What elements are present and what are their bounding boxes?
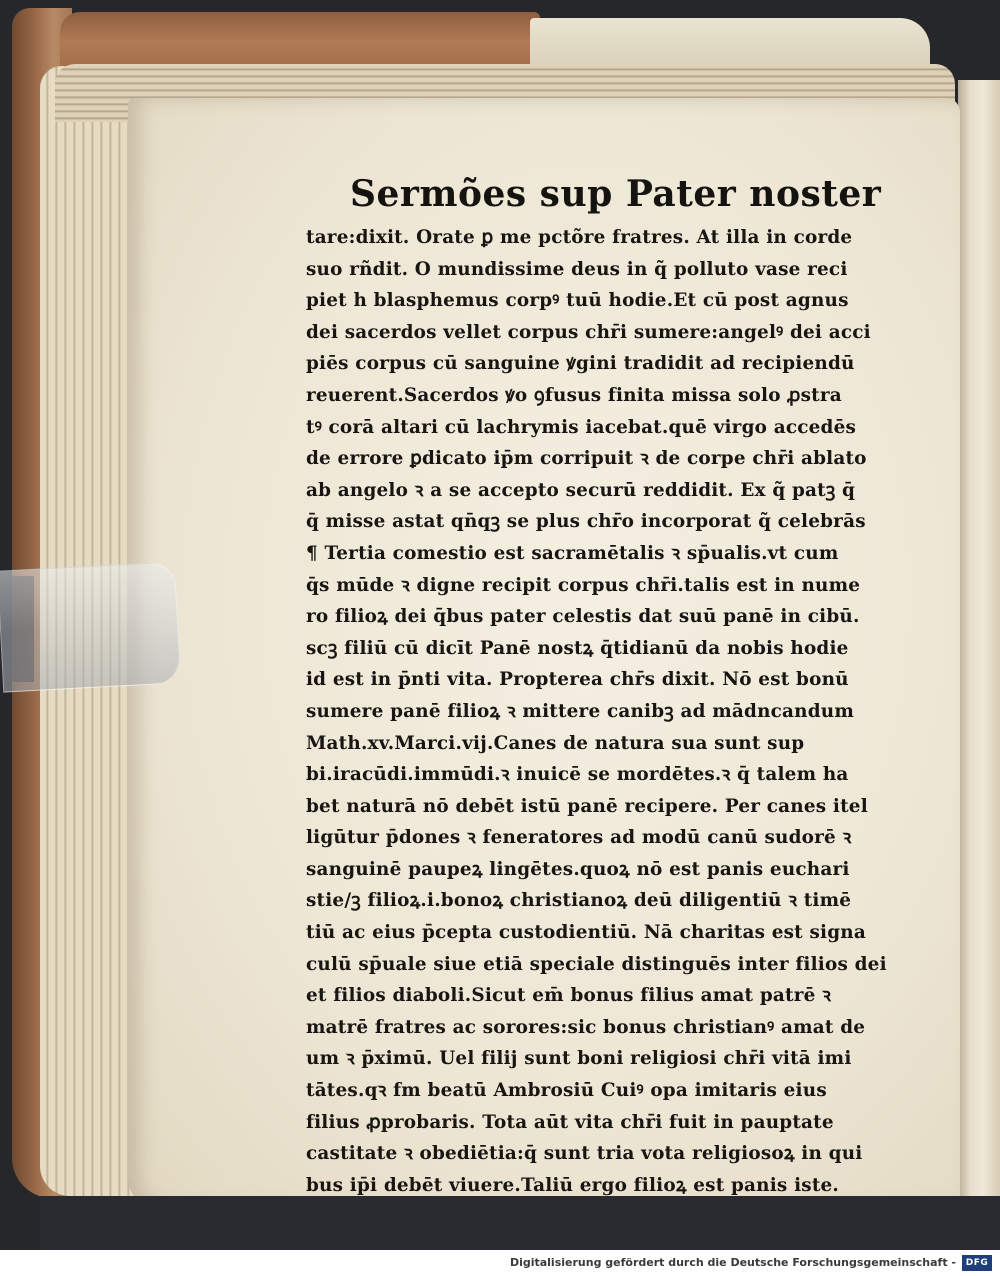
text-line: piēs corpus cū sanguine ꝟgini tradidit ad recipiendū [306, 353, 855, 375]
text-line: scꝫ filiū cū dicīt Panē nostꝝ q̄tidianū da nobis hodie [306, 637, 849, 659]
text-line: ab angelo ꝛ a se accepto securū reddidit. Ex q̃ patꝫ q̄ [306, 479, 856, 501]
text-line: q̄s mūde ꝛ digne recipit corpus chr̄i.talis est in nume [306, 574, 861, 596]
text-line: ro filioꝝ dei q̄bus pater celestis dat suū panē in cibū. [306, 606, 860, 628]
text-line: suo rñdit. O mundissime deus in q̃ polluto vase reci [306, 258, 848, 280]
text-line: matrē fratres ac sorores:sic bonus christianꝰ amat de [306, 1016, 866, 1038]
text-line: sumere panē filioꝝ ꝛ mittere canibꝫ ad mādncandum [306, 700, 855, 722]
text-line: filius ꝓprobaris. Tota aūt vita chr̄i fuit in pauptate [306, 1111, 834, 1133]
text-line: um ꝛ p̄ximū. Uel filij sunt boni religiosi chr̄i vitā imi [306, 1048, 852, 1070]
text-line: ¶ Tertia comestio est sacramētalis ꝛ sp̄ualis.vt cum [306, 542, 839, 564]
text-line: de errore ꝑdicato ip̄m corripuit ꝛ de corpe chr̄i ablato [306, 448, 867, 470]
text-line: id est in p̄nti vita. Propterea chr̄s dixit. Nō est bonū [306, 669, 849, 691]
text-line: piet h blasphemus corpꝰ tuū hodie.Et cū post agnus [306, 290, 849, 312]
text-line: dei sacerdos vellet corpus chr̄i sumere:angelꝰ dei acci [306, 321, 871, 343]
footer-bar [0, 1250, 1000, 1276]
text-line: reuerent.Sacerdos ꝟo ꝯfusus finita missa solo ꝓstra [306, 384, 842, 406]
text-line: Math.xv.Marci.vij.Canes de natura sua sunt sup [306, 732, 805, 754]
text-line: bi.iracūdi.immūdi.ꝛ inuicē se mordētes.ꝛ q̄ talem ha [306, 764, 849, 786]
text-line: ligūtur p̄dones ꝛ feneratores ad modū canū sudorē ꝛ [306, 827, 852, 849]
text-line: tare:dixit. Orate ꝑ me pctõre fratres. At illa in corde [306, 227, 853, 248]
plastic-clamp [0, 561, 181, 692]
scan-background [40, 1196, 1000, 1250]
text-line: stie/ꝫ filioꝝ.i.bonoꝝ christianoꝝ deū diligentiū ꝛ timē [306, 890, 852, 912]
funding-credit: Digitalisierung gefördert durch die Deutsche Forschungsgemeinschaft - [509, 1256, 956, 1269]
text-line: sanguinē paupeꝝ lingētes.quoꝝ nō est panis euchari [306, 858, 850, 880]
binding-leather [60, 12, 540, 72]
text-line: bet naturā nō debēt istū panē recipere. Per canes itel [306, 795, 868, 817]
text-line: q̄ misse astat qn̄qꝫ se plus chr̄o incorporat q̃ celebrās [306, 511, 866, 533]
text-line: tꝰ corā altari cū lachrymis iacebat.quē virgo accedēs [306, 416, 857, 438]
text-block [306, 222, 891, 1201]
text-line: tātes.qꝛ fm beatū Ambrosiū Cuiꝰ opa imitaris eius [306, 1080, 827, 1102]
text-line: tiū ac eius p̄cepta custodientiū. Nā charitas est signa [306, 922, 866, 944]
text-line: castitate ꝛ obediētia:q̄ sunt tria vota religiosoꝝ in qui [306, 1143, 863, 1165]
text-line: et filios diaboli.Sicut em̄ bonus filius amat patrē ꝛ [306, 985, 832, 1007]
book-gutter [958, 80, 1000, 1220]
dfg-logo: DFG [962, 1255, 992, 1271]
running-head: Sermões sup Pater noster [350, 173, 882, 215]
text-line: bus ip̄i debēt viuere.Taliū ergo filioꝝ est panis iste. [306, 1174, 840, 1196]
text-line: culū sp̄uale siue etiā speciale distinguēs inter filios dei [306, 953, 887, 975]
